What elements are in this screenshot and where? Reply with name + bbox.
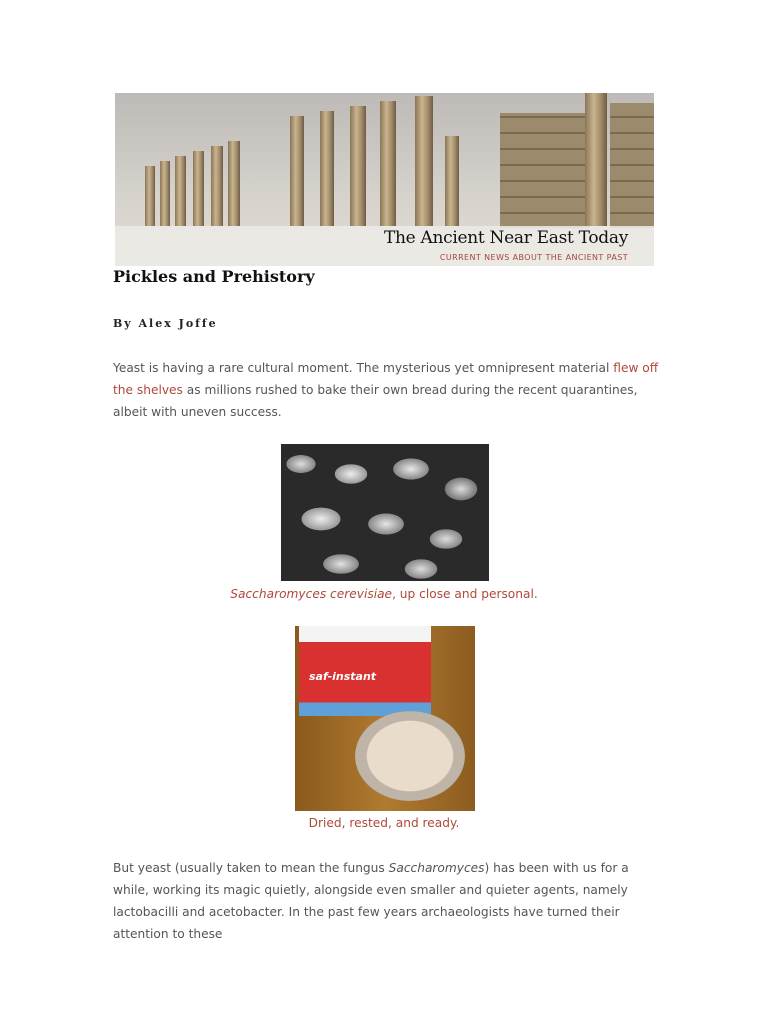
site-subtitle: CURRENT NEWS ABOUT THE ANCIENT PAST [439,253,628,262]
site-title: The Ancient Near East Today [383,228,628,248]
yeast-microscope-image [281,444,489,581]
header-banner [115,93,654,266]
banner-title-band [115,226,654,266]
caption-dried-yeast: Dried, rested, and ready. [308,816,460,830]
caption-yeast-microscope: Saccharomyces cerevisiae, up close and personal. [230,587,538,601]
article-byline: By Alex Joffe [113,317,218,330]
dried-yeast-image [295,626,475,811]
yeast-bowl [355,711,465,801]
paragraph-body: But yeast (usually taken to mean the fungus Saccharomyces) has been with us for a while, working its magic quietly, alongside even smaller and quieter agents, namely lactobacilli and acetobacter. In the past few years archaeologists have turned their attention to these [113,861,629,941]
paragraph-intro: Yeast is having a rare cultural moment. The mysterious yet omnipresent material flew off the shelves as millions rushed to bake their own bread during the recent quarantines, albeit with uneven success. [113,361,659,419]
flew-off-shelves-link[interactable]: flew off the shelves [113,361,659,397]
article-title: Pickles and Prehistory [113,267,315,286]
yeast-package: saf-instant [299,626,431,716]
